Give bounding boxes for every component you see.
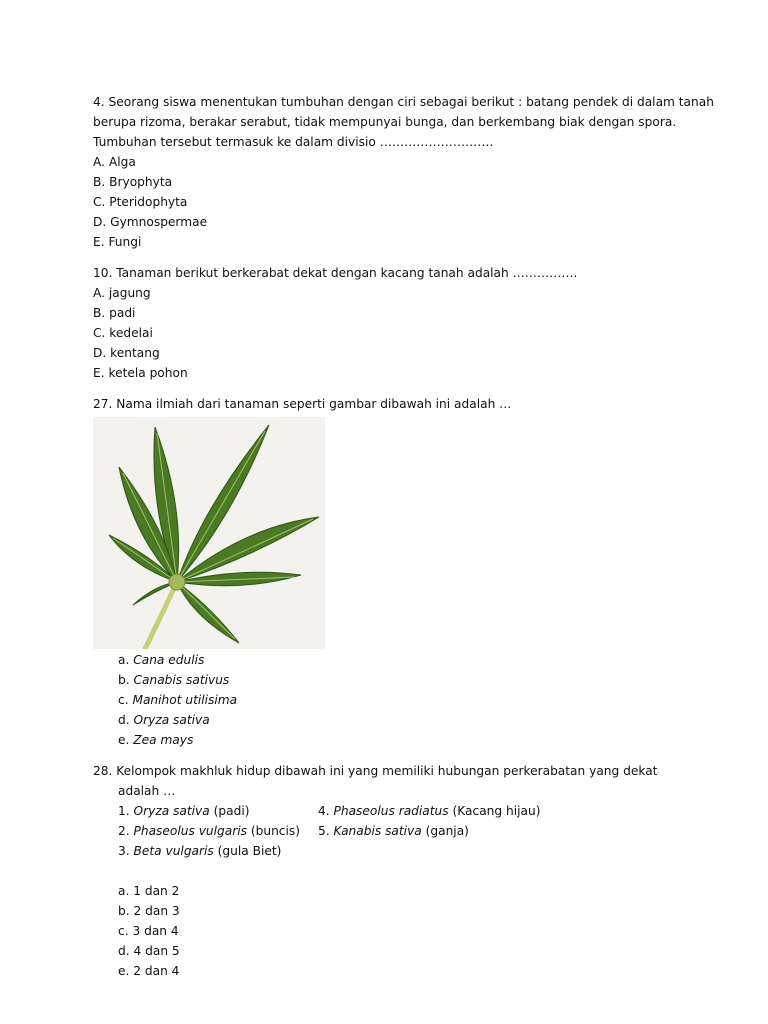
question-28 [93, 761, 693, 981]
question-28-line-2: adalah … [118, 784, 176, 798]
question-28-item-2: 2. Phaseolus vulgaris (buncis) [118, 824, 300, 838]
question-10-text: 10. Tanaman berikut berkerabat dekat dengan kacang tanah adalah ……………. [93, 266, 578, 280]
question-27-option-d: d. Oryza sativa [118, 713, 210, 727]
question-10-option-b: B. padi [93, 306, 136, 320]
question-4-option-e: E. Fungi [93, 235, 142, 249]
question-10-option-c: C. kedelai [93, 326, 153, 340]
question-10-option-e: E. ketela pohon [93, 366, 188, 380]
question-28-option-d: d. 4 dan 5 [118, 944, 180, 958]
question-28-item-1: 1. Oryza sativa (padi) [118, 804, 250, 818]
question-4-line-3: Tumbuhan tersebut termasuk ke dalam divisio ………………………. [93, 135, 494, 149]
question-4-line-2: berupa rizoma, berakar serabut, tidak mempunyai bunga, dan berkembang biak dengan spora. [93, 115, 677, 129]
question-28-option-a: a. 1 dan 2 [118, 884, 180, 898]
question-27-option-e: e. Zea mays [118, 733, 194, 747]
question-27-option-a: a. Cana edulis [118, 653, 205, 667]
question-27-option-c: c. Manihot utilisima [118, 693, 238, 707]
question-27-text: 27. Nama ilmiah dari tanaman seperti gambar dibawah ini adalah … [93, 397, 512, 411]
question-4-option-d: D. Gymnospermae [93, 215, 208, 229]
question-4-option-a: A. Alga [93, 155, 136, 169]
cannabis-leaf-image [93, 417, 325, 649]
question-10-option-d: D. kentang [93, 346, 160, 360]
question-28-item-3: 3. Beta vulgaris (gula Biet) [118, 844, 282, 858]
question-28-item-4: 4. Phaseolus radiatus (Kacang hijau) [318, 804, 541, 818]
document-page [93, 92, 714, 981]
question-4 [93, 92, 714, 252]
cannabis-leaf-icon [93, 417, 325, 649]
question-28-items [93, 801, 693, 981]
question-27-option-b: b. Canabis sativus [118, 673, 230, 687]
question-28-option-c: c. 3 dan 4 [118, 924, 179, 938]
question-28-option-e: e. 2 dan 4 [118, 964, 180, 978]
question-4-option-b: B. Bryophyta [93, 175, 173, 189]
question-27-options [93, 650, 693, 750]
question-4-line-1: 4. Seorang siswa menentukan tumbuhan dengan ciri sebagai berikut : batang pendek di dalam tanah [93, 95, 714, 109]
question-28-item-5: 5. Kanabis sativa (ganja) [318, 824, 469, 838]
question-4-option-c: C. Pteridophyta [93, 195, 188, 209]
question-28-option-b: b. 2 dan 3 [118, 904, 180, 918]
question-10-option-a: A. jagung [93, 286, 151, 300]
question-28-line-1: 28. Kelompok makhluk hidup dibawah ini yang memiliki hubungan perkerabatan yang dekat [93, 764, 658, 778]
question-10 [93, 263, 693, 383]
question-27 [93, 394, 693, 750]
